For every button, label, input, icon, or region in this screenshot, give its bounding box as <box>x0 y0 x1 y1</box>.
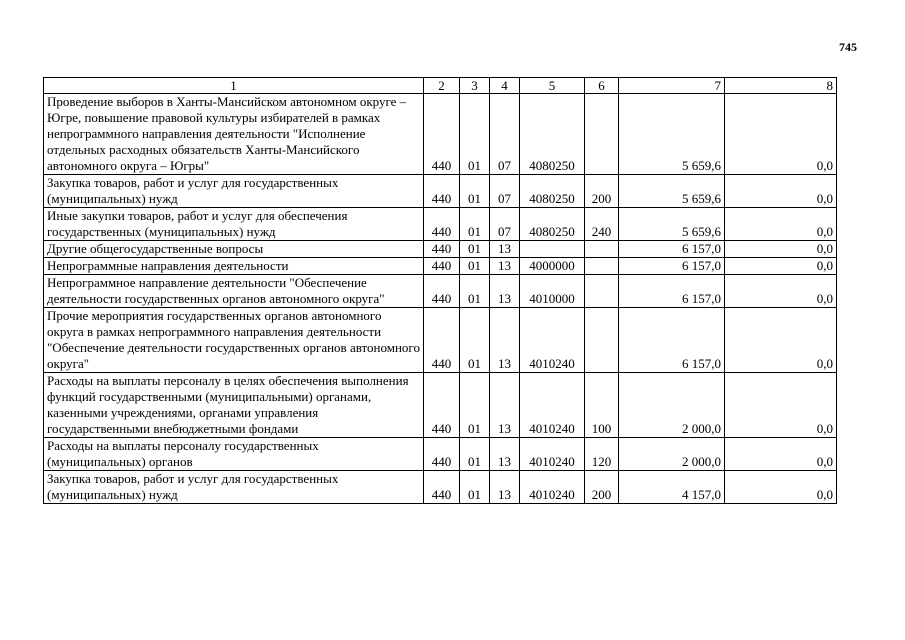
cell-c5: 4010000 <box>520 275 585 308</box>
table-header-row <box>44 78 837 94</box>
table-row <box>44 438 837 471</box>
row-name: Закупка товаров, работ и услуг для государственных (муниципальных) нужд <box>44 471 424 504</box>
cell-c5: 4010240 <box>520 438 585 471</box>
cell-c8: 0,0 <box>725 175 837 208</box>
cell-c2: 440 <box>424 275 460 308</box>
cell-c7: 6 157,0 <box>619 275 725 308</box>
cell-c4: 07 <box>490 94 520 175</box>
table-row <box>44 373 837 438</box>
row-name: Другие общегосударственные вопросы <box>44 241 424 258</box>
cell-c5: 4010240 <box>520 308 585 373</box>
cell-c6: 240 <box>585 208 619 241</box>
cell-c3: 01 <box>460 373 490 438</box>
row-name: Непрограммные направления деятельности <box>44 258 424 275</box>
column-header: 6 <box>585 78 619 94</box>
row-name: Непрограммное направление деятельности "Обеспечение деятельности государственных органов автономного округа" <box>44 275 424 308</box>
cell-c8: 0,0 <box>725 373 837 438</box>
cell-c5: 4080250 <box>520 94 585 175</box>
cell-c2: 440 <box>424 258 460 275</box>
table-row <box>44 175 837 208</box>
cell-c2: 440 <box>424 208 460 241</box>
cell-c4: 13 <box>490 308 520 373</box>
cell-c8: 0,0 <box>725 241 837 258</box>
row-name: Расходы на выплаты персоналу государственных (муниципальных) органов <box>44 438 424 471</box>
cell-c4: 13 <box>490 373 520 438</box>
cell-c3: 01 <box>460 258 490 275</box>
table-row <box>44 471 837 504</box>
table-row <box>44 208 837 241</box>
table-row <box>44 258 837 275</box>
cell-c4: 13 <box>490 258 520 275</box>
cell-c3: 01 <box>460 308 490 373</box>
cell-c4: 13 <box>490 471 520 504</box>
cell-c8: 0,0 <box>725 308 837 373</box>
table-row <box>44 275 837 308</box>
budget-table <box>43 77 837 504</box>
cell-c7: 6 157,0 <box>619 258 725 275</box>
cell-c7: 5 659,6 <box>619 175 725 208</box>
cell-c4: 07 <box>490 208 520 241</box>
cell-c6 <box>585 308 619 373</box>
cell-c7: 6 157,0 <box>619 308 725 373</box>
cell-c5: 4000000 <box>520 258 585 275</box>
table-row <box>44 241 837 258</box>
cell-c5 <box>520 241 585 258</box>
cell-c4: 13 <box>490 275 520 308</box>
cell-c7: 2 000,0 <box>619 373 725 438</box>
cell-c2: 440 <box>424 373 460 438</box>
cell-c7: 5 659,6 <box>619 94 725 175</box>
cell-c3: 01 <box>460 275 490 308</box>
cell-c3: 01 <box>460 241 490 258</box>
cell-c6: 100 <box>585 373 619 438</box>
cell-c2: 440 <box>424 94 460 175</box>
column-header: 1 <box>44 78 424 94</box>
cell-c2: 440 <box>424 471 460 504</box>
cell-c5: 4080250 <box>520 208 585 241</box>
row-name: Закупка товаров, работ и услуг для государственных (муниципальных) нужд <box>44 175 424 208</box>
cell-c6 <box>585 258 619 275</box>
page-number: 745 <box>839 40 857 54</box>
cell-c2: 440 <box>424 438 460 471</box>
column-header: 7 <box>619 78 725 94</box>
row-name: Проведение выборов в Ханты-Мансийском автономном округе – Югре, повышение правовой культуры избирателей в рамках непрограммного направления деятельности "Исполнение отдельных расходных обязательств Ханты-Мансийского автономного округа – Югры" <box>44 94 424 175</box>
column-header: 3 <box>460 78 490 94</box>
cell-c3: 01 <box>460 438 490 471</box>
cell-c8: 0,0 <box>725 471 837 504</box>
cell-c3: 01 <box>460 471 490 504</box>
column-header: 4 <box>490 78 520 94</box>
row-name: Расходы на выплаты персоналу в целях обеспечения выполнения функций государственными (муниципальными) органами, казенными учреждениями, органами управления государственными внебюджетными фондами <box>44 373 424 438</box>
cell-c3: 01 <box>460 175 490 208</box>
cell-c6: 120 <box>585 438 619 471</box>
cell-c6: 200 <box>585 175 619 208</box>
cell-c6 <box>585 241 619 258</box>
cell-c7: 4 157,0 <box>619 471 725 504</box>
cell-c8: 0,0 <box>725 94 837 175</box>
cell-c5: 4010240 <box>520 471 585 504</box>
cell-c4: 13 <box>490 438 520 471</box>
cell-c7: 2 000,0 <box>619 438 725 471</box>
row-name: Иные закупки товаров, работ и услуг для обеспечения государственных (муниципальных) нужд <box>44 208 424 241</box>
cell-c2: 440 <box>424 241 460 258</box>
cell-c8: 0,0 <box>725 438 837 471</box>
column-header: 2 <box>424 78 460 94</box>
row-name: Прочие мероприятия государственных органов автономного округа в рамках непрограммного направления деятельности "Обеспечение деятельности государственных органов автономного округа" <box>44 308 424 373</box>
cell-c8: 0,0 <box>725 208 837 241</box>
cell-c6 <box>585 94 619 175</box>
cell-c5: 4010240 <box>520 373 585 438</box>
cell-c4: 13 <box>490 241 520 258</box>
table-row <box>44 94 837 175</box>
cell-c7: 5 659,6 <box>619 208 725 241</box>
cell-c2: 440 <box>424 308 460 373</box>
cell-c2: 440 <box>424 175 460 208</box>
cell-c3: 01 <box>460 94 490 175</box>
cell-c4: 07 <box>490 175 520 208</box>
cell-c6: 200 <box>585 471 619 504</box>
cell-c7: 6 157,0 <box>619 241 725 258</box>
column-header: 5 <box>520 78 585 94</box>
cell-c8: 0,0 <box>725 275 837 308</box>
cell-c3: 01 <box>460 208 490 241</box>
table-row <box>44 308 837 373</box>
cell-c8: 0,0 <box>725 258 837 275</box>
column-header: 8 <box>725 78 837 94</box>
cell-c6 <box>585 275 619 308</box>
cell-c5: 4080250 <box>520 175 585 208</box>
